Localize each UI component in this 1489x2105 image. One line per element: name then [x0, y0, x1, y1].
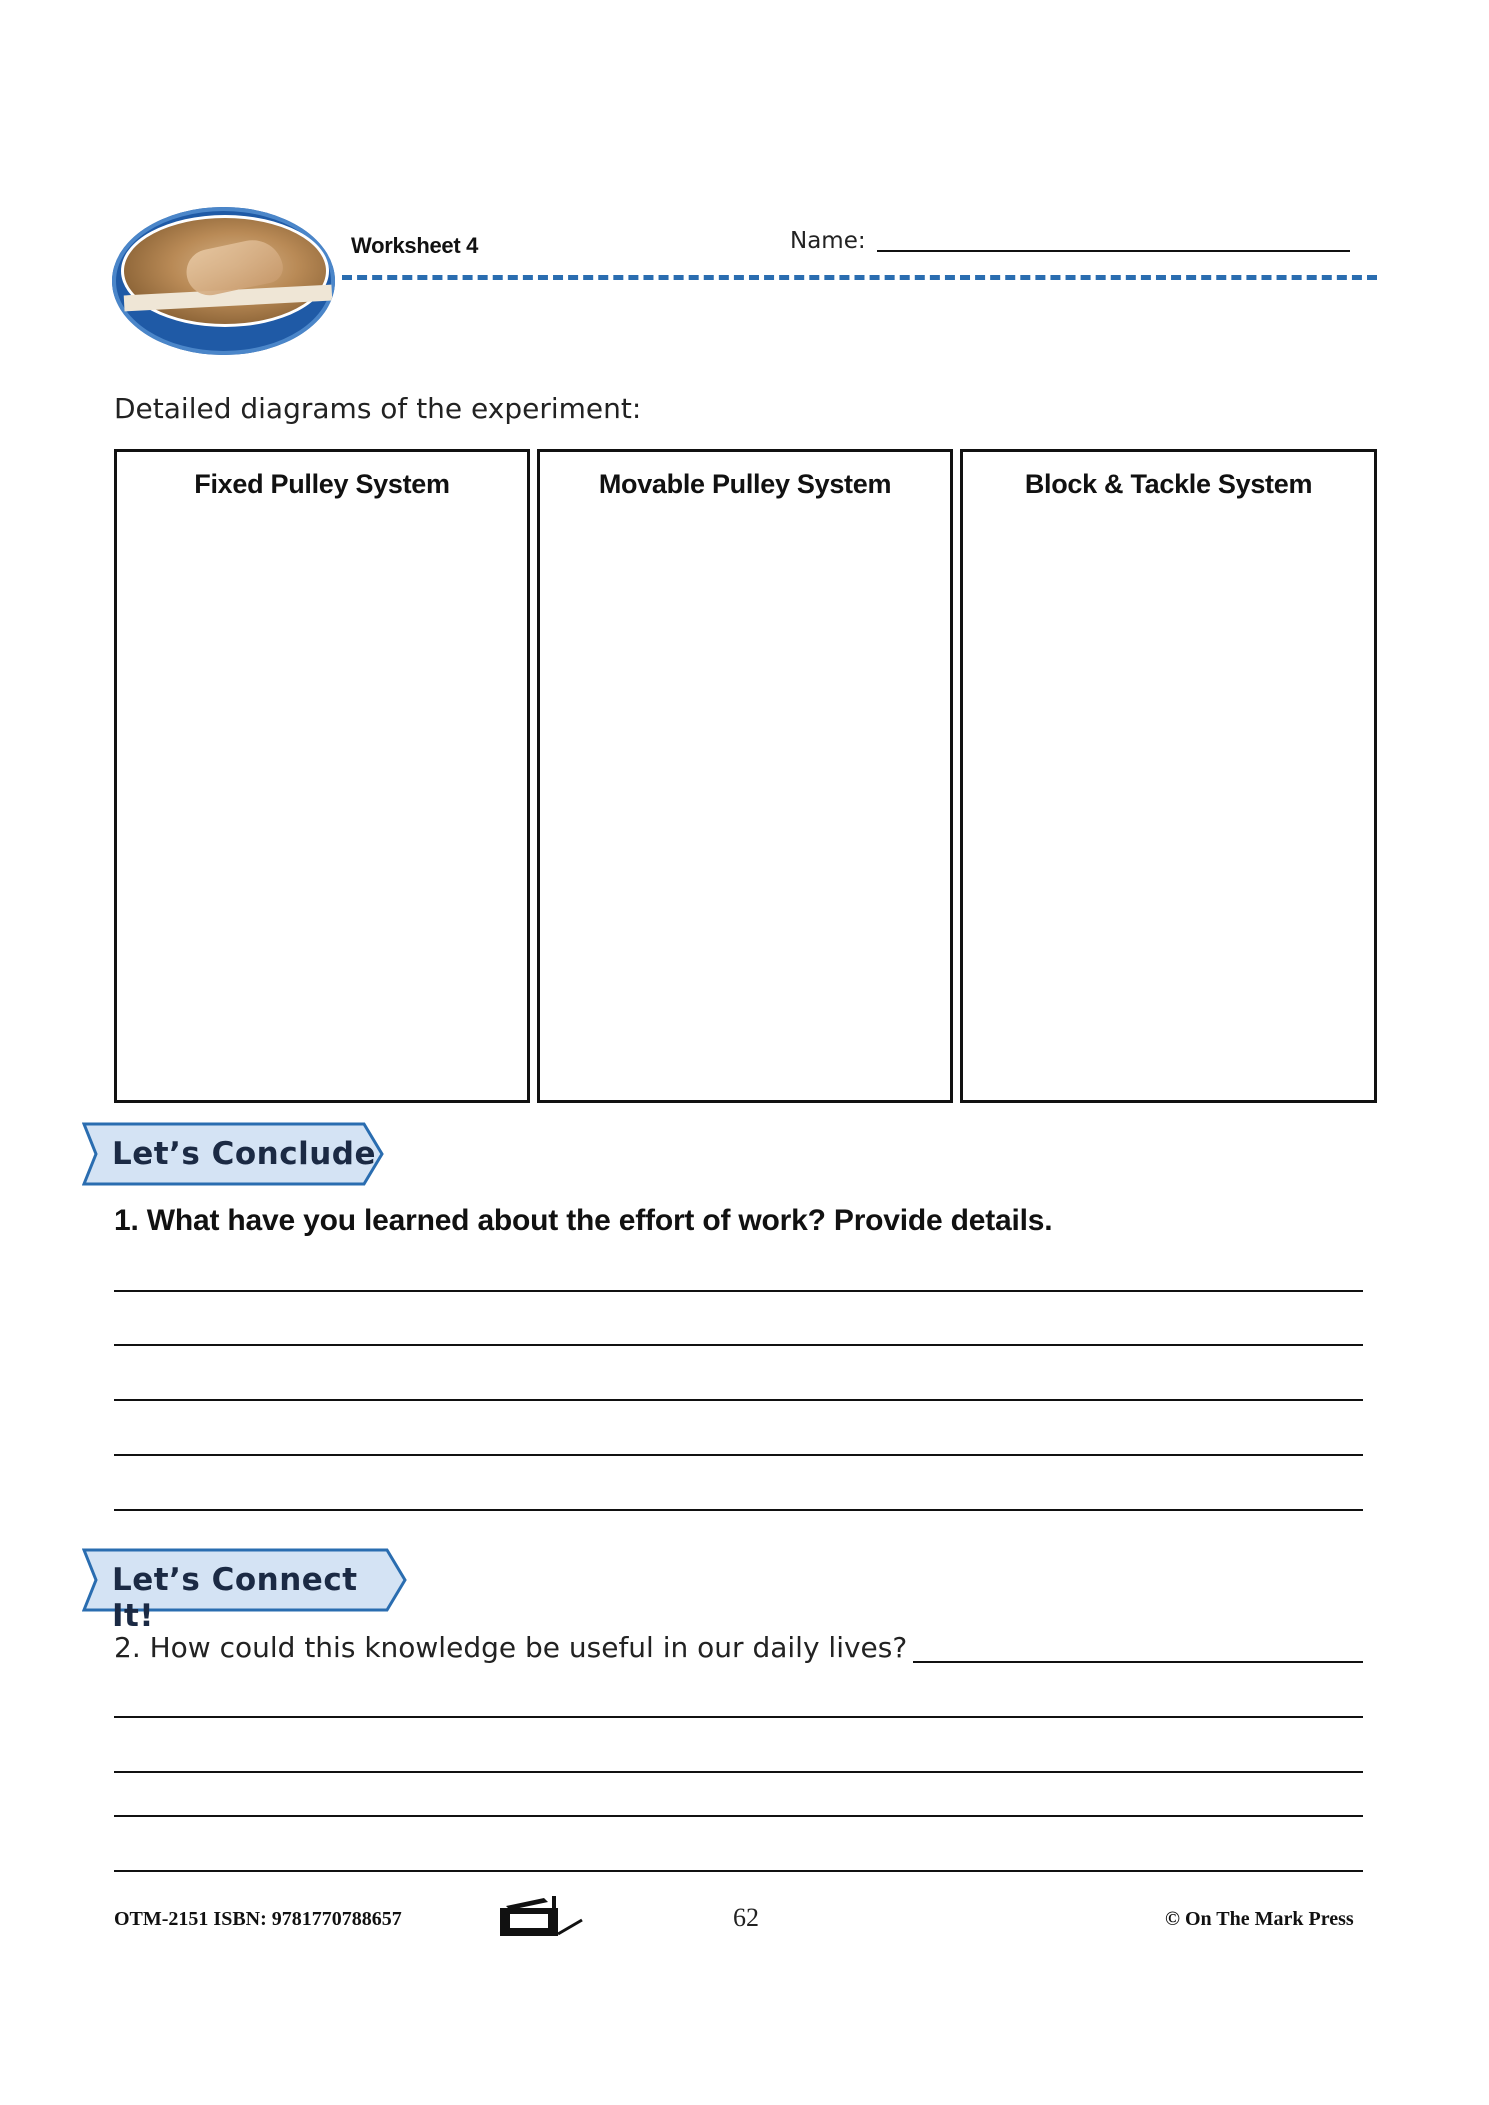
answer-line[interactable]	[913, 1661, 1363, 1663]
answer-line[interactable]	[114, 1454, 1363, 1456]
footer-copyright: © On The Mark Press	[1165, 1908, 1354, 1930]
section-banner-connect	[82, 1548, 407, 1634]
question-2: 2. How could this knowledge be useful in our daily lives?	[114, 1631, 908, 1664]
diagram-box-fixed-pulley[interactable]	[114, 449, 530, 1103]
banner-label: Let’s Conclude	[112, 1136, 377, 1172]
answer-line[interactable]	[114, 1399, 1363, 1401]
page-number: 62	[733, 1903, 759, 1932]
worksheet-label: Worksheet 4	[351, 233, 479, 258]
question-1: 1. What have you learned about the effort of work? Provide details.	[114, 1204, 1053, 1237]
banner-label: Let’s Connect It!	[112, 1562, 358, 1634]
answer-line[interactable]	[114, 1815, 1363, 1817]
footer-isbn: OTM-2151 ISBN: 9781770788657	[114, 1908, 402, 1930]
diagram-box-movable-pulley[interactable]	[537, 449, 953, 1103]
answer-line[interactable]	[114, 1771, 1363, 1773]
intro-text: Detailed diagrams of the experiment:	[114, 392, 642, 425]
answer-line[interactable]	[114, 1509, 1363, 1511]
name-field[interactable]	[877, 250, 1350, 252]
woodworking-photo	[121, 215, 329, 327]
diagram-title: Block & Tackle System	[1024, 469, 1313, 499]
diagram-title: Movable Pulley System	[598, 469, 892, 499]
worksheet-logo	[112, 207, 335, 355]
name-label: Name:	[790, 228, 866, 254]
header-divider	[342, 275, 1377, 280]
section-banner-conclude	[82, 1122, 384, 1186]
photocopier-icon	[498, 1896, 586, 1940]
diagram-box-block-tackle[interactable]	[960, 449, 1377, 1103]
answer-line[interactable]	[114, 1344, 1363, 1346]
answer-line[interactable]	[114, 1716, 1363, 1718]
answer-line[interactable]	[114, 1290, 1363, 1292]
diagram-title: Fixed Pulley System	[194, 469, 450, 499]
answer-line[interactable]	[114, 1870, 1363, 1872]
